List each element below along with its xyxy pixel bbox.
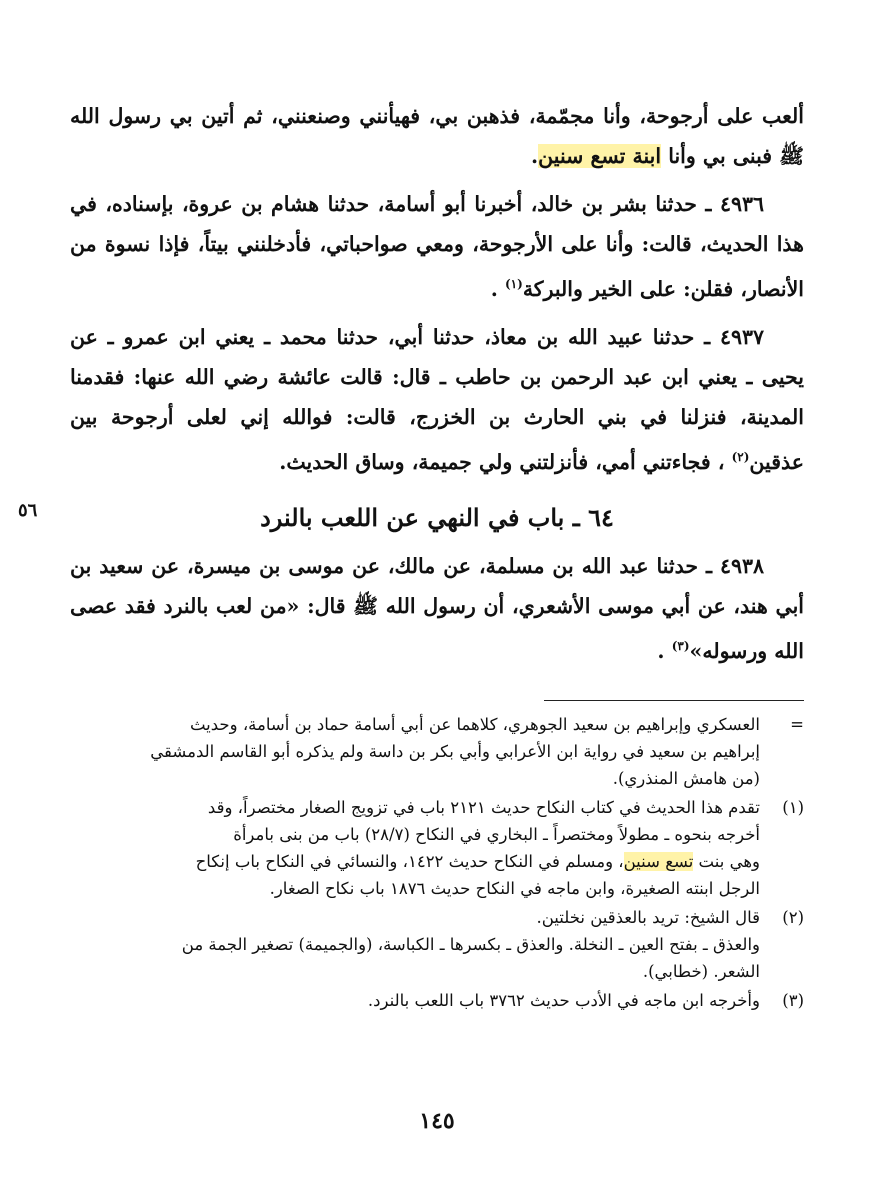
footnote-ref-2: (٢) [731,449,750,464]
hadith-4937-text: ٤٩٣٧ ـ حدثنا عبيد الله بن معاذ، حدثنا أبي، حدثنا محمد ـ يعني ابن عمرو ـ عن يحيى ـ يعني ابن عبد الرحمن بن حاطب ـ قال: قالت عائشة رضي الله عنها: فقدمنا المدينة، فنزلنا في بني الحارث بن الخزرج، قالت: فوالله إني لعلى أرجوحة بين عذقين [70,324,804,474]
footnote-ref-3: (٣) [671,638,690,653]
footnote-line-post: ، ومسلم في النكاح حديث ١٤٢٢، والنسائي في النكاح باب إنكاح [195,852,624,872]
footnote-3 [70,987,804,1014]
footnotes [70,711,804,1014]
section-heading-row [18,496,804,540]
footnote-body [70,711,760,792]
hadith-4937 [70,317,804,482]
page-number: ١٤٥ [419,1108,455,1134]
footnote-line: الرجل ابنته الصغيرة، وابن ماجه في النكاح حديث ١٨٧٦ باب نكاح الصغار. [269,879,760,899]
footnote-line: (من هامش المنذري). [612,769,760,789]
hadith-4937-end: ، فجاءتني أمي، فأنزلتني ولي جميمة، وساق الحديث. [279,449,732,474]
footnote-1 [70,794,804,902]
footnote-line: تقدم هذا الحديث في كتاب النكاح حديث ٢١٢١ باب في تزويج الصغار مختصراً، وقد [207,798,760,818]
hadith-4936-end: . [490,276,505,301]
footnote-body [70,794,760,902]
footnote-line: والعذق ـ بفتح العين ـ النخلة. والعذق ـ بكسرها ـ الكباسة، (والجميمة) تصغير الجمة من [181,935,760,955]
footnote-line: الشعر. (خطابي). [642,962,760,982]
footnote-line: قال الشيخ: تريد بالعذقين نخلتين. [536,908,760,928]
footnote-ref-1: (١) [504,277,523,291]
section-heading: ٦٤ ـ باب في النهي عن اللعب بالنرد [260,502,614,532]
highlighted-phrase: ابنة تسع سنين [538,144,662,168]
footnote-continuation [70,711,804,792]
paragraph-1-tail: . [531,144,539,168]
footnote-divider [544,700,804,701]
footnote-line [70,848,760,875]
footnote-line-pre: وهي بنت [693,852,760,872]
highlighted-phrase: تسع سنين [623,852,694,872]
hadith-4936 [70,184,804,309]
footnote-marker: (١) [782,798,804,818]
footnote-line: إبراهيم بن سعيد في رواية ابن الأعرابي وأبي بكر بن داسة ولم يذكره أبو القاسم الدمشقي [150,742,760,762]
hadith-4936-text: ٤٩٣٦ ـ حدثنا بشر بن خالد، أخبرنا أبو أسامة، حدثنا هشام بن عروة، بإسناده، في هذا الحديث، قالت: وأنا على الأرجوحة، ومعي صواحباتي، فأدخلنني بيتاً، فإذا نسوة من الأنصار، فقلن: على الخير والبركة [70,192,804,301]
paragraph-1 [70,96,804,176]
footnote-2 [70,904,804,985]
footnote-body [70,987,760,1014]
footnote-marker: = [790,715,804,735]
footnote-line: وأخرجه ابن ماجه في الأدب حديث ٣٧٦٢ باب اللعب بالنرد. [367,991,760,1011]
footnote-line: أخرجه بنحوه ـ مطولاً ومختصراً ـ البخاري في النكاح (٢٨/٧) باب من بنى بامرأة [233,825,760,845]
footnote-line: العسكري وإبراهيم بن سعيد الجوهري، كلاهما عن أبي أسامة حماد بن أسامة، وحديث [189,715,760,735]
footnote-body [70,904,760,985]
hadith-4938-text: ٤٩٣٨ ـ حدثنا عبد الله بن مسلمة، عن مالك، عن موسى بن ميسرة، عن سعيد بن أبي هند، عن أبي موسى الأشعري، أن رسول الله ﷺ قال: «من لعب بالنرد فقد عصى الله ورسوله» [70,553,804,663]
margin-number: ٥٦ [18,499,38,521]
footnote-marker: (٣) [782,991,804,1011]
hadith-4938-end: . [657,638,672,663]
hadith-4938 [70,546,804,671]
footnote-marker: (٢) [782,908,804,928]
paragraph-1-text: ألعب على أرجوحة، وأنا مجمّمة، فذهبن بي، فهيأنني وصنعنني، ثم أتين بي رسول الله ﷺ فبنى بي وأنا [70,104,804,168]
